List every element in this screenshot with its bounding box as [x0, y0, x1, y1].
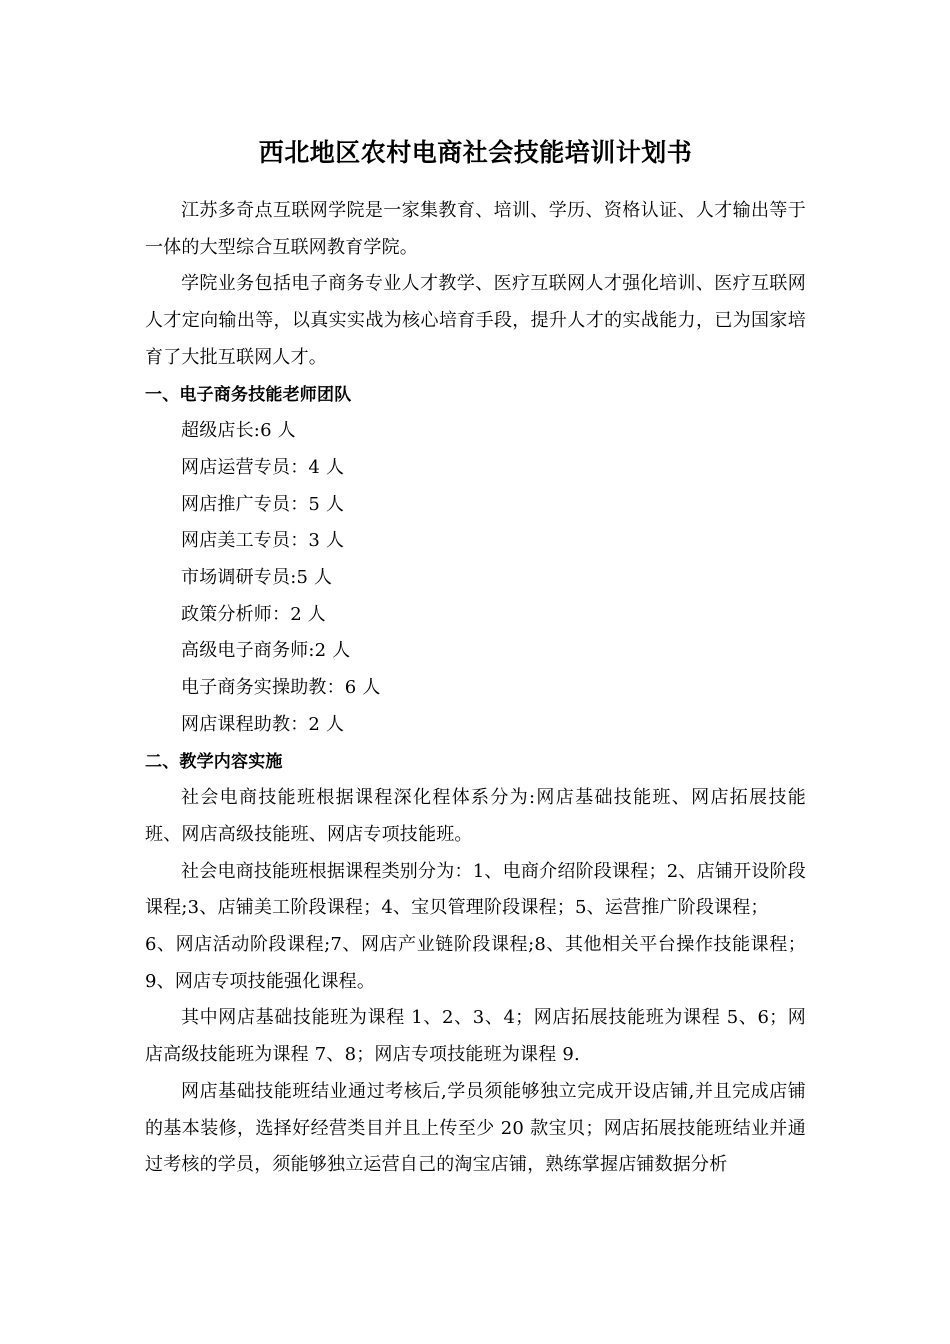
section-2-paragraph-1: 社会电商技能班根据课程深化程体系分为:网店基础技能班、网店拓展技能班、网店高级技能班、网店专项技能班。: [145, 787, 806, 845]
section-2-paragraph-5: 网店基础技能班结业通过考核后,学员须能够独立完成开设店铺,并且完成店铺的基本装修，选择好经营类目并且上传至少 20 款宝贝；网店拓展技能班结业并通过考核的学员，须能够独立运营自己的淘宝店铺，熟练掌握店铺数据分析: [145, 1080, 806, 1176]
section-2-paragraph-3: 6、网店活动阶段课程;7、网店产业链阶段课程;8、其他相关平台操作技能课程；9、网店专项技能强化课程。: [145, 934, 806, 992]
intro-paragraph-1: 江苏多奇点互联网学院是一家集教育、培训、学历、资格认证、人才输出等于一体的大型综合互联网教育学院。: [145, 200, 806, 258]
list-item: 网店美工专员：3 人: [181, 530, 345, 552]
list-item: 网店运营专员：4 人: [181, 456, 345, 478]
list-item: 网店课程助教：2 人: [181, 713, 345, 735]
list-item: 高级电子商务师:2 人: [181, 640, 351, 662]
list-item: 电子商务实操助教：6 人: [181, 677, 381, 699]
list-item: 超级店长:6 人: [181, 420, 296, 442]
list-item: 市场调研专员:5 人: [181, 567, 333, 589]
teacher-team-list: [145, 413, 806, 743]
intro-paragraph-2: 学院业务包括电子商务专业人才教学、医疗互联网人才强化培训、医疗互联网人才定向输出等，以真实实战为核心培育手段，提升人才的实战能力，已为国家培育了大批互联网人才。: [145, 273, 806, 368]
section-2-paragraph-2: 社会电商技能班根据课程类别分为：1、电商介绍阶段课程；2、店铺开设阶段课程;3、店铺美工阶段课程；4、宝贝管理阶段课程；5、运营推广阶段课程；: [145, 860, 806, 919]
section-1-heading: 一、电子商务技能老师团队: [145, 384, 352, 405]
document-title: 西北地区农村电商社会技能培训计划书: [258, 138, 693, 167]
list-item: 政策分析师：2 人: [181, 603, 326, 625]
list-item: 网店推广专员：5 人: [181, 493, 345, 515]
section-2-heading: 二、教学内容实施: [145, 751, 283, 772]
section-2-paragraph-4: 其中网店基础技能班为课程 1、2、3、4；网店拓展技能班为课程 5、6；网店高级技能班为课程 7、8；网店专项技能班为课程 9.: [145, 1007, 806, 1066]
